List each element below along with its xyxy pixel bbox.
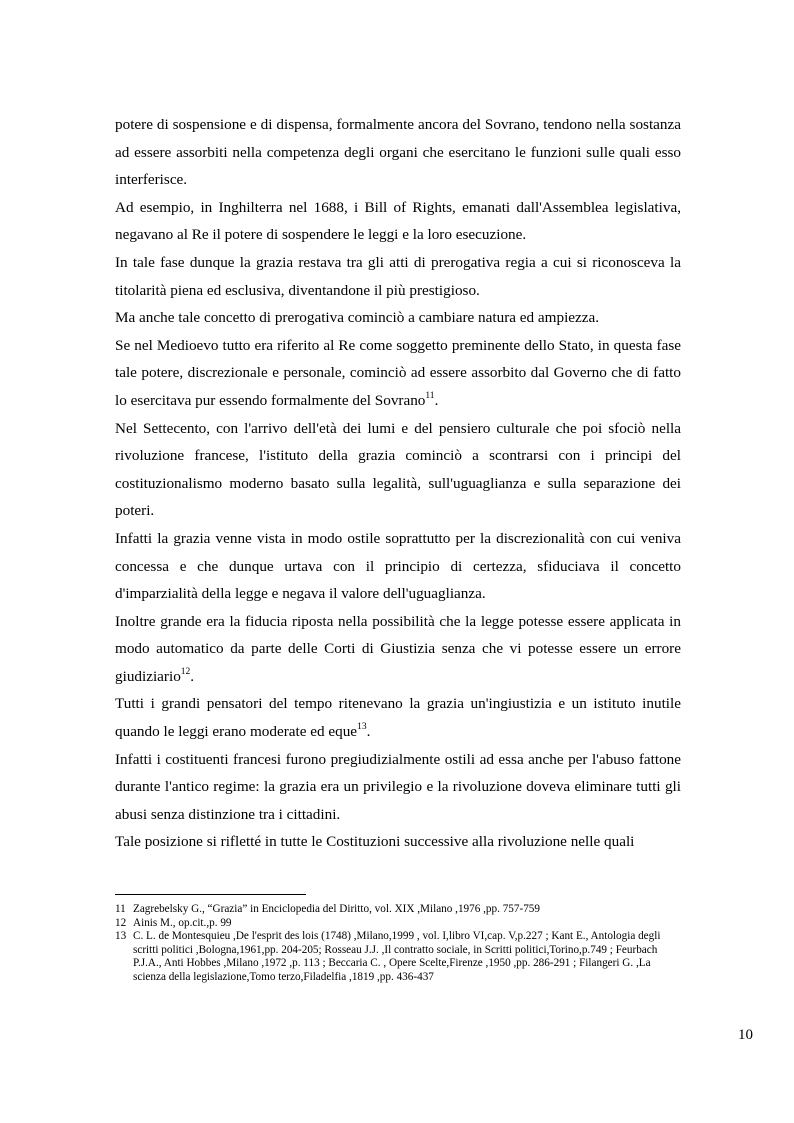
- footnote-text: Zagrebelsky G., “Grazia” in Enciclopedia del Diritto, vol. XIX ,Milano ,1976 ,pp. 757-759: [133, 903, 540, 915]
- footnote-separator: [115, 894, 306, 895]
- paragraph: potere di sospensione e di dispensa, formalmente ancora del Sovrano, tendono nella sostanza ad essere assorbiti nella competenza degli organi che esercitano le funzioni sulle quali esso interferisce.: [115, 116, 681, 189]
- footnote-number: 11: [115, 903, 126, 915]
- paragraph: Tutti i grandi pensatori del tempo ritenevano la grazia un'ingiustizia e un istituto inutile quando le leggi erano moderate ed eque$^{13}$.: [115, 695, 681, 741]
- footnotes: [115, 903, 675, 985]
- footnote-text: Ainis M., op.cit.,p. 99: [133, 916, 232, 929]
- footnote-text: C. L. de Montesquieu ,De l'esprit des lois (1748) ,Milano,1999 , vol. I,libro VI,cap. V,p.227 ; Kant E., Antologia degli scritti politici ,Bologna,1961,pp. 204-205; Rosseau J.J. ,Il contratto sociale, in Scritti politici,Torino,p.749 ; Feurbach P.J.A., Anti Hobbes ,Milano ,1972 ,p. 113 ; Beccaria C. , Opere Scelte,Firenze ,1950 ,pp. 286-291 ; Filangeri G. ,La scienza della legislazione,Tomo terzo,Filadelfia ,1819 ,pp. 436-437: [133, 930, 661, 983]
- paragraph: Infatti la grazia venne vista in modo ostile soprattutto per la discrezionalità con cui veniva concessa e che dunque urtava con il principio di certezza, sfiduciava il concetto d'imparzialità della legge e negava il valore dell'uguaglianza.: [115, 529, 681, 603]
- paragraph: Ad esempio, in Inghilterra nel 1688, i Bill of Rights, emanati dall'Assemblea legislativa, negavano al Re il potere di sospendere le leggi e la loro esecuzione.: [115, 198, 681, 244]
- paragraph: Nel Settecento, con l'arrivo dell'età dei lumi e del pensiero culturale che poi sfociò nella rivoluzione francese, l'istituto della grazia cominciò a scontrarsi con i principi del costituzionalismo moderno basato sulla legalità, sull'uguaglianza e sulla separazione dei poteri.: [115, 419, 681, 520]
- footnote-number: 12: [115, 916, 127, 929]
- footnote-number: 13: [115, 930, 127, 943]
- paragraph: Ma anche tale concetto di prerogativa cominciò a cambiare natura ed ampiezza.: [115, 309, 600, 327]
- paragraph: Inoltre grande era la fiducia riposta nella possibilità che la legge potesse essere applicata in modo automatico da parte delle Corti di Giustizia senza che vi potesse essere un errore giudiziario$^{12}$.: [115, 612, 681, 685]
- paragraph: Tale posizione si rifletté in tutte le Costituzioni successive alla rivoluzione nelle quali: [115, 833, 635, 851]
- page-number: 10: [738, 1027, 753, 1043]
- footnote-ref[interactable]: 12: [180, 666, 191, 677]
- footnote: [115, 903, 675, 917]
- footnote: [115, 930, 675, 984]
- body-text: [115, 111, 681, 856]
- paragraph: Se nel Medioevo tutto era riferito al Re come soggetto preminente dello Stato, in questa fase tale potere, discrezionale e personale, cominciò ad essere assorbito dal Governo che di fatto lo esercitava pur essendo formalmente del Sovrano$^{11}$.: [115, 336, 681, 409]
- paragraph: Infatti i costituenti francesi furono pregiudizialmente ostili ad essa anche per l'abuso fattone durante l'antico regime: la grazia era un privilegio e la rivoluzione doveva eliminare tutti gli abusi senza distinzione tra i cittadini.: [115, 750, 681, 823]
- footnote-ref[interactable]: 13: [357, 722, 367, 732]
- footnote: [115, 917, 675, 931]
- footnote-ref[interactable]: 11: [425, 390, 435, 401]
- paragraph: In tale fase dunque la grazia restava tra gli atti di prerogativa regia a cui si riconosceva la titolarità piena ed esclusiva, diventandone il più prestigioso.: [115, 253, 681, 299]
